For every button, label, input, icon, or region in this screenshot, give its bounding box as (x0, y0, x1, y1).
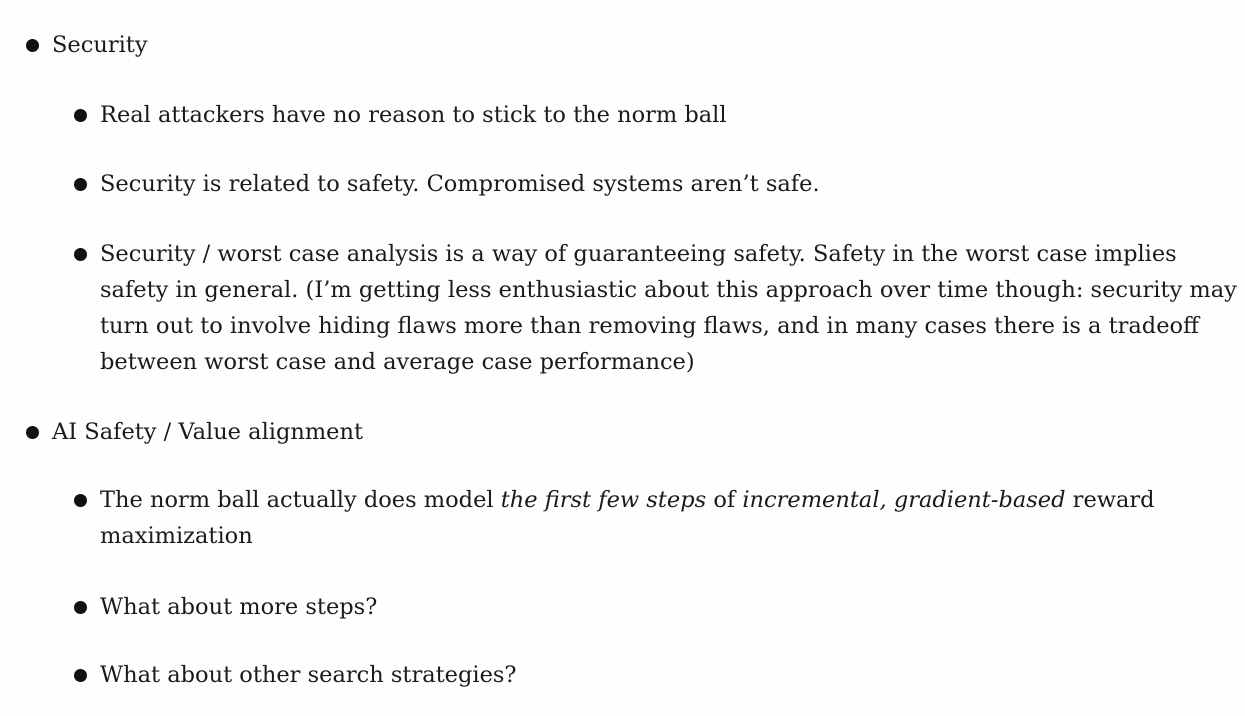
item-text-line: Security / worst case analysis is a way of guaranteeing safety. Safety in the worst case implies (100, 241, 1177, 267)
item-text-line: safety in general. (I’m getting less enthusiastic about this approach over time though: security may (100, 277, 1237, 303)
list-item-security (52, 27, 148, 63)
text-run: The norm ball actually does model (100, 487, 501, 513)
bullet-icon (74, 601, 87, 614)
item-text: What about more steps? (100, 594, 378, 620)
bullet-icon (74, 669, 87, 682)
list-item (100, 97, 727, 133)
list-item (100, 236, 1237, 380)
bullet-icon (74, 109, 87, 122)
bullet-icon (74, 178, 87, 191)
list-item (100, 166, 820, 202)
bullet-icon (26, 426, 39, 439)
item-label: AI Safety / Value alignment (52, 419, 364, 445)
emphasis-text: incremental, gradient-based (742, 487, 1066, 513)
item-text: Real attackers have no reason to stick to the norm ball (100, 102, 727, 128)
list-item (100, 657, 517, 693)
item-text-line: turn out to involve hiding flaws more than removing flaws, and in many cases there is a tradeoff (100, 313, 1200, 339)
text-run: of (706, 487, 743, 513)
bullet-icon (26, 39, 39, 52)
item-text: Security is related to safety. Compromised systems aren’t safe. (100, 171, 820, 197)
list-item (100, 589, 377, 625)
list-item-ai-safety (52, 414, 363, 450)
item-label: Security (52, 32, 148, 58)
item-text-line: between worst case and average case performance) (100, 349, 695, 375)
emphasis-text: the first few steps (500, 487, 707, 513)
text-run: reward (1065, 487, 1155, 513)
list-item (100, 482, 1155, 554)
item-text: What about other search strategies? (100, 662, 517, 688)
item-text-line (100, 482, 1155, 518)
bullet-icon (74, 248, 87, 261)
item-text-line: maximization (100, 523, 253, 549)
bullet-icon (74, 494, 87, 507)
